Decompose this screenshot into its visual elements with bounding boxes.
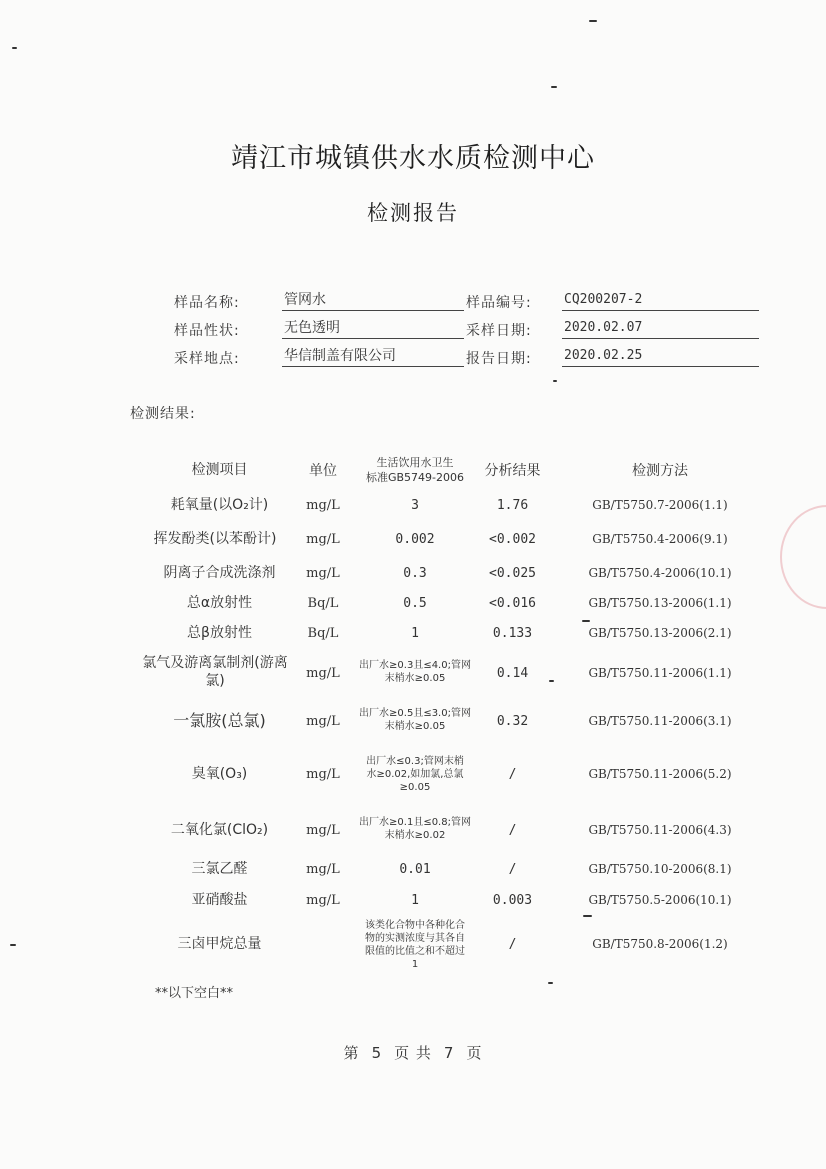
sample-no-value: CQ200207-2 — [562, 290, 759, 311]
row-method: GB/T5750.10-2006(8.1) — [588, 862, 732, 876]
row-unit: mg/L — [306, 565, 340, 581]
sampling-date-label: 采样日期: — [466, 323, 532, 339]
row-method: GB/T5750.5-2006(10.1) — [588, 893, 732, 907]
scan-speck — [582, 620, 590, 622]
row-unit: mg/L — [306, 531, 340, 547]
row-method: GB/T5750.11-2006(1.1) — [588, 666, 732, 680]
row-unit: mg/L — [306, 892, 340, 908]
header-item: 检测项目 — [191, 462, 248, 478]
sample-no-label: 样品编号: — [466, 295, 532, 311]
row-unit: mg/L — [306, 665, 340, 681]
row-item: 氯气及游离氯制剂(游离氯) — [142, 655, 288, 689]
row-method: GB/T5750.11-2006(5.2) — [588, 767, 732, 781]
row-standard: 0.01 — [399, 861, 431, 877]
row-method: GB/T5750.11-2006(4.3) — [588, 823, 732, 837]
row-unit: Bq/L — [307, 595, 339, 611]
sample-property-value: 无色透明 — [282, 318, 464, 339]
page-total: 7 — [443, 1044, 455, 1062]
row-result: / — [508, 766, 517, 782]
row-item: 臭氧(O₃) — [191, 766, 248, 782]
row-result: 0.003 — [492, 892, 533, 908]
row-unit — [293, 933, 353, 955]
row-item: 亚硝酸盐 — [191, 892, 248, 908]
row-result: 0.32 — [496, 713, 529, 729]
sampling-location-label: 采样地点: — [174, 351, 240, 367]
row-result: 0.133 — [492, 625, 533, 641]
row-standard: 出厂水≥0.1且≤0.8;管网末梢水≥0.02 — [359, 817, 471, 841]
row-result: <0.016 — [489, 595, 536, 611]
row-item: 阴离子合成洗涤剂 — [163, 565, 276, 581]
scan-speck — [583, 915, 592, 917]
row-result: / — [508, 822, 517, 838]
row-item: 二氧化氯(ClO₂) — [170, 822, 269, 838]
row-standard: 该类化合物中各种化合物的实测浓度与其各自限值的比值之和不超过1 — [365, 920, 465, 970]
row-standard: 出厂水≤0.3;管网末梢水≥0.02,如加氯,总氯≥0.05 — [366, 755, 464, 793]
row-standard: 0.002 — [395, 531, 435, 547]
scan-speck — [589, 20, 597, 22]
results-heading: 检测结果: — [130, 406, 196, 422]
row-result: <0.025 — [489, 565, 536, 581]
row-item: 三卤甲烷总量 — [177, 936, 262, 952]
scan-speck — [10, 944, 16, 946]
row-result: 0.14 — [496, 665, 529, 681]
row-standard: 3 — [411, 497, 419, 513]
row-standard: 1 — [411, 892, 419, 908]
scan-speck — [551, 86, 557, 88]
header-unit: 单位 — [309, 463, 337, 479]
header-standard — [355, 452, 475, 488]
header-standard-line1: 生活饮用水卫生 — [376, 456, 454, 469]
row-method: GB/T5750.4-2006(9.1) — [592, 532, 728, 546]
row-item: 总β放射性 — [187, 625, 252, 641]
report-date-value: 2020.02.25 — [562, 346, 759, 367]
row-method: GB/T5750.13-2006(1.1) — [588, 596, 732, 610]
row-method: GB/T5750.7-2006(1.1) — [592, 498, 728, 512]
header-result: 分析结果 — [484, 463, 541, 479]
organization-title: 靖江市城镇供水水质检测中心 — [231, 143, 595, 174]
sample-name-label: 样品名称: — [174, 295, 240, 311]
blank-note: **以下空白** — [155, 986, 234, 1001]
partial-seal-stamp — [780, 505, 826, 609]
report-date-label: 报告日期: — [466, 351, 532, 367]
row-method: GB/T5750.13-2006(2.1) — [588, 626, 732, 640]
page-prefix: 第 — [343, 1044, 360, 1062]
sample-name-value: 管网水 — [282, 290, 464, 311]
row-item: 挥发酚类(以苯酚计) — [153, 531, 277, 547]
row-method: GB/T5750.8-2006(1.2) — [592, 937, 728, 951]
row-standard: 0.3 — [403, 565, 427, 581]
row-method: GB/T5750.11-2006(3.1) — [588, 714, 732, 728]
sample-property-label: 样品性状: — [174, 323, 240, 339]
row-item: 一氯胺(总氯) — [173, 711, 266, 730]
report-title: 检测报告 — [367, 201, 459, 225]
row-standard: 1 — [411, 625, 419, 641]
row-standard: 0.5 — [403, 595, 427, 611]
sampling-location-value: 华信制盖有限公司 — [282, 346, 464, 367]
header-standard-line2: 标准GB5749-2006 — [365, 471, 465, 484]
row-unit: mg/L — [306, 713, 340, 729]
row-unit: mg/L — [306, 497, 340, 513]
row-unit: Bq/L — [307, 625, 339, 641]
row-result: / — [508, 861, 517, 877]
row-result: <0.002 — [489, 531, 536, 547]
row-item: 三氯乙醛 — [191, 861, 248, 877]
row-item: 耗氧量(以O₂计) — [170, 497, 269, 513]
scan-speck — [12, 47, 17, 49]
row-unit: mg/L — [306, 822, 340, 838]
row-result: / — [508, 936, 517, 952]
scan-speck — [553, 380, 557, 382]
page-mid: 页 共 — [394, 1044, 432, 1062]
row-method: GB/T5750.4-2006(10.1) — [588, 566, 732, 580]
header-method: 检测方法 — [632, 463, 688, 479]
row-result: 1.76 — [496, 497, 529, 513]
page-current: 5 — [371, 1044, 383, 1062]
row-unit: mg/L — [306, 766, 340, 782]
row-standard: 出厂水≥0.5且≤3.0;管网末梢水≥0.05 — [359, 708, 471, 732]
page-footer — [0, 1042, 826, 1063]
scan-speck — [549, 680, 554, 682]
page-suffix: 页 — [466, 1044, 483, 1062]
row-standard: 出厂水≥0.3且≤4.0;管网末梢水≥0.05 — [359, 660, 471, 684]
sampling-date-value: 2020.02.07 — [562, 318, 759, 339]
row-item: 总α放射性 — [186, 595, 253, 611]
row-unit: mg/L — [306, 861, 340, 877]
scan-speck — [548, 982, 553, 984]
